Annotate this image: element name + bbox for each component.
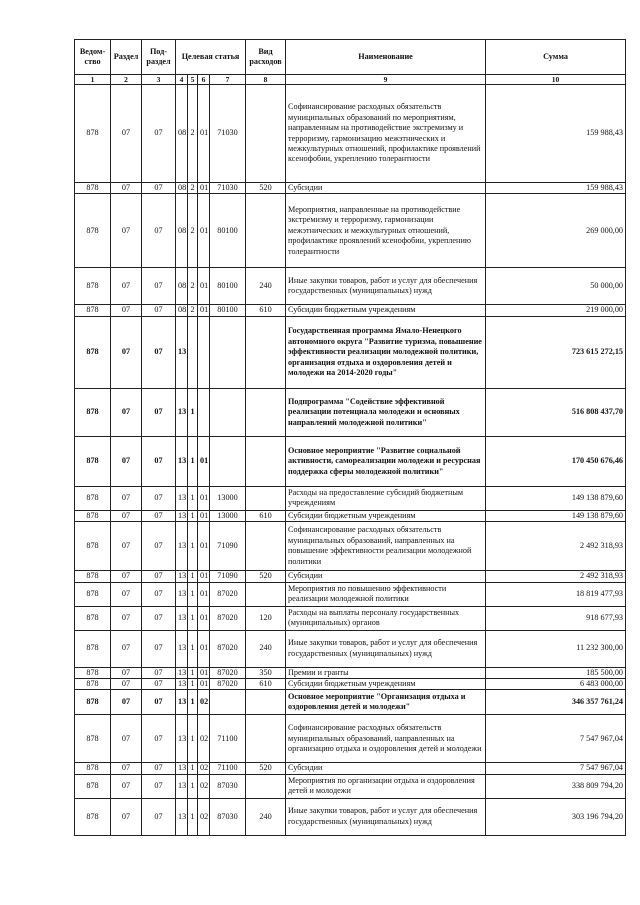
cell-vid-raskhodov: 240	[246, 268, 286, 305]
cell-cs-subprogram: 2	[188, 85, 198, 183]
cell-summa: 159 988,43	[486, 183, 626, 194]
cell-podrazdel: 07	[142, 679, 176, 690]
cell-naimenovanie: Субсидии бюджетным учреждениям	[286, 510, 486, 521]
cell-razdel: 07	[111, 582, 142, 606]
cell-vid-raskhodov: 520	[246, 183, 286, 194]
cell-podrazdel: 07	[142, 436, 176, 486]
cell-razdel: 07	[111, 679, 142, 690]
cell-summa: 7 547 967,04	[486, 763, 626, 774]
cell-vedomstvo: 878	[75, 436, 111, 486]
cell-vedomstvo: 878	[75, 715, 111, 763]
cell-cs-program: 08	[176, 85, 188, 183]
cell-razdel: 07	[111, 194, 142, 268]
cell-vedomstvo: 878	[75, 679, 111, 690]
cell-cs-program: 13	[176, 690, 188, 715]
cell-naimenovanie: Субсидии	[286, 763, 486, 774]
table-row	[75, 85, 626, 183]
cell-summa: 185 500,00	[486, 667, 626, 678]
table-row	[75, 183, 626, 194]
cell-podrazdel: 07	[142, 690, 176, 715]
cell-cs-event	[198, 388, 210, 436]
cell-naimenovanie: Государственная программа Ямало-Ненецкого автономного округа "Развитие туризма, повышение эффективности реализации молодежной политики, организация отдыха и оздоровления детей и молодежи на 2014-2020 годы"	[286, 316, 486, 388]
cell-naimenovanie: Софинансирование расходных обязательств муниципальных образований, направленных на организацию отдыха и оздоровления детей и молодежи	[286, 715, 486, 763]
table-row	[75, 194, 626, 268]
cell-cs-direction: 80100	[210, 305, 246, 316]
cell-naimenovanie: Субсидии бюджетным учреждениям	[286, 305, 486, 316]
cell-razdel: 07	[111, 606, 142, 630]
cell-cs-program: 13	[176, 715, 188, 763]
cell-naimenovanie: Субсидии	[286, 571, 486, 582]
cell-summa: 918 677,93	[486, 606, 626, 630]
cell-cs-subprogram: 1	[188, 582, 198, 606]
cell-cs-event: 02	[198, 774, 210, 798]
cell-summa: 219 000,00	[486, 305, 626, 316]
cell-summa: 303 196 794,20	[486, 798, 626, 835]
cell-cs-program: 08	[176, 305, 188, 316]
cell-cs-event: 01	[198, 510, 210, 521]
cell-summa: 149 138 879,60	[486, 486, 626, 510]
cell-cs-direction: 71100	[210, 763, 246, 774]
table-row	[75, 305, 626, 316]
cell-cs-event: 01	[198, 268, 210, 305]
cell-podrazdel: 07	[142, 268, 176, 305]
cell-cs-direction: 71030	[210, 183, 246, 194]
table-row	[75, 690, 626, 715]
cell-vid-raskhodov	[246, 774, 286, 798]
cell-naimenovanie: Премии и гранты	[286, 667, 486, 678]
cell-vid-raskhodov: 350	[246, 667, 286, 678]
cell-cs-program: 13	[176, 316, 188, 388]
cell-cs-event	[198, 316, 210, 388]
cell-cs-direction: 87030	[210, 798, 246, 835]
cell-razdel: 07	[111, 522, 142, 571]
cell-cs-program: 13	[176, 667, 188, 678]
cell-vedomstvo: 878	[75, 582, 111, 606]
cell-summa: 18 819 477,93	[486, 582, 626, 606]
cell-summa: 2 492 318,93	[486, 571, 626, 582]
table-row	[75, 522, 626, 571]
cell-vedomstvo: 878	[75, 798, 111, 835]
cell-summa: 7 547 967,04	[486, 715, 626, 763]
cell-cs-event: 01	[198, 183, 210, 194]
cell-cs-subprogram: 1	[188, 388, 198, 436]
cell-cs-program: 13	[176, 763, 188, 774]
cell-naimenovanie: Мероприятия, направленные на противодействие экстремизму и терроризму, гармонизации межэтнических и межкультурных отношений, профилактике проявлений ксенофобии, укреплению толерантности	[286, 194, 486, 268]
cell-cs-program: 13	[176, 679, 188, 690]
cell-cs-direction	[210, 690, 246, 715]
table-row	[75, 510, 626, 521]
cell-summa: 516 808 437,70	[486, 388, 626, 436]
table-row	[75, 679, 626, 690]
table-row	[75, 763, 626, 774]
cell-podrazdel: 07	[142, 388, 176, 436]
cell-cs-event: 02	[198, 798, 210, 835]
cell-podrazdel: 07	[142, 763, 176, 774]
cell-vid-raskhodov	[246, 690, 286, 715]
cell-vedomstvo: 878	[75, 522, 111, 571]
cell-podrazdel: 07	[142, 798, 176, 835]
cell-cs-event: 02	[198, 763, 210, 774]
cell-cs-program: 13	[176, 630, 188, 667]
cell-podrazdel: 07	[142, 667, 176, 678]
cell-cs-program: 08	[176, 194, 188, 268]
cell-vid-raskhodov	[246, 522, 286, 571]
cell-cs-event: 02	[198, 690, 210, 715]
cell-cs-event: 01	[198, 194, 210, 268]
cell-razdel: 07	[111, 630, 142, 667]
cell-razdel: 07	[111, 571, 142, 582]
cell-podrazdel: 07	[142, 630, 176, 667]
col-number: 2	[111, 75, 142, 85]
col-number: 5	[188, 75, 198, 85]
cell-vedomstvo: 878	[75, 763, 111, 774]
cell-cs-program: 08	[176, 183, 188, 194]
table-row	[75, 630, 626, 667]
cell-summa: 338 809 794,20	[486, 774, 626, 798]
cell-summa: 170 450 676,46	[486, 436, 626, 486]
table-header-row	[75, 40, 626, 75]
cell-podrazdel: 07	[142, 715, 176, 763]
cell-cs-program: 13	[176, 486, 188, 510]
cell-cs-event: 01	[198, 630, 210, 667]
cell-naimenovanie: Субсидии	[286, 183, 486, 194]
cell-vid-raskhodov	[246, 715, 286, 763]
table-row	[75, 582, 626, 606]
cell-summa: 346 357 761,24	[486, 690, 626, 715]
cell-cs-event: 01	[198, 606, 210, 630]
cell-razdel: 07	[111, 268, 142, 305]
table-row	[75, 571, 626, 582]
cell-vid-raskhodov: 240	[246, 798, 286, 835]
cell-cs-direction	[210, 436, 246, 486]
cell-cs-program: 13	[176, 522, 188, 571]
table-row	[75, 436, 626, 486]
cell-vid-raskhodov: 610	[246, 305, 286, 316]
cell-vid-raskhodov: 240	[246, 630, 286, 667]
budget-table	[74, 39, 626, 836]
cell-vedomstvo: 878	[75, 606, 111, 630]
cell-podrazdel: 07	[142, 522, 176, 571]
cell-cs-direction: 87030	[210, 774, 246, 798]
cell-naimenovanie: Софинансирование расходных обязательств муниципальных образований, направленных на повышение эффективности реализации молодежной политики	[286, 522, 486, 571]
cell-cs-program: 13	[176, 436, 188, 486]
cell-vid-raskhodov: 610	[246, 510, 286, 521]
cell-summa: 723 615 272,15	[486, 316, 626, 388]
cell-cs-subprogram: 2	[188, 268, 198, 305]
table-row	[75, 316, 626, 388]
cell-cs-subprogram: 1	[188, 510, 198, 521]
cell-naimenovanie: Подпрограмма "Содействие эффективной реализации потенциала молодежи и основных направлений молодежной политики"	[286, 388, 486, 436]
cell-cs-direction: 71100	[210, 715, 246, 763]
cell-podrazdel: 07	[142, 316, 176, 388]
cell-vedomstvo: 878	[75, 667, 111, 678]
cell-naimenovanie: Расходы на предоставление субсидий бюджетным учреждениям	[286, 486, 486, 510]
cell-cs-subprogram: 2	[188, 305, 198, 316]
cell-vedomstvo: 878	[75, 571, 111, 582]
cell-cs-event: 01	[198, 85, 210, 183]
cell-summa: 50 000,00	[486, 268, 626, 305]
col-number: 1	[75, 75, 111, 85]
cell-cs-program: 13	[176, 510, 188, 521]
cell-cs-direction: 13000	[210, 486, 246, 510]
cell-cs-direction: 87020	[210, 606, 246, 630]
cell-vedomstvo: 878	[75, 85, 111, 183]
cell-vid-raskhodov	[246, 85, 286, 183]
cell-summa: 11 232 300,00	[486, 630, 626, 667]
cell-cs-subprogram: 1	[188, 715, 198, 763]
cell-podrazdel: 07	[142, 183, 176, 194]
cell-cs-event: 01	[198, 486, 210, 510]
cell-razdel: 07	[111, 85, 142, 183]
cell-podrazdel: 07	[142, 510, 176, 521]
col-number: 9	[286, 75, 486, 85]
cell-cs-program: 13	[176, 388, 188, 436]
cell-cs-subprogram: 1	[188, 571, 198, 582]
cell-podrazdel: 07	[142, 582, 176, 606]
cell-cs-program: 13	[176, 571, 188, 582]
cell-summa: 149 138 879,60	[486, 510, 626, 521]
cell-cs-subprogram	[188, 316, 198, 388]
cell-razdel: 07	[111, 798, 142, 835]
col-number: 4	[176, 75, 188, 85]
cell-summa: 2 492 318,93	[486, 522, 626, 571]
cell-naimenovanie: Субсидии бюджетным учреждениям	[286, 679, 486, 690]
cell-naimenovanie: Иные закупки товаров, работ и услуг для обеспечения государственных (муниципальных) нужд	[286, 630, 486, 667]
cell-cs-subprogram: 1	[188, 522, 198, 571]
cell-vid-raskhodov	[246, 486, 286, 510]
cell-naimenovanie: Основное мероприятие "Развитие социальной активности, самореализации молодежи и ресурсная поддержка сферы молодежной политики"	[286, 436, 486, 486]
cell-razdel: 07	[111, 436, 142, 486]
table-row	[75, 606, 626, 630]
table-row	[75, 667, 626, 678]
col-number: 3	[142, 75, 176, 85]
table-row	[75, 715, 626, 763]
table-row	[75, 268, 626, 305]
cell-vedomstvo: 878	[75, 183, 111, 194]
cell-naimenovanie: Мероприятия по повышению эффективности реализации молодежной политики	[286, 582, 486, 606]
cell-cs-subprogram: 1	[188, 436, 198, 486]
cell-razdel: 07	[111, 667, 142, 678]
table-row	[75, 774, 626, 798]
cell-cs-direction: 80100	[210, 268, 246, 305]
table-row	[75, 486, 626, 510]
table-row	[75, 798, 626, 835]
cell-razdel: 07	[111, 715, 142, 763]
cell-vedomstvo: 878	[75, 194, 111, 268]
cell-vid-raskhodov: 520	[246, 571, 286, 582]
cell-cs-direction: 13000	[210, 510, 246, 521]
cell-cs-subprogram: 1	[188, 667, 198, 678]
cell-cs-subprogram: 1	[188, 798, 198, 835]
col-number: 6	[198, 75, 210, 85]
cell-naimenovanie: Расходы на выплаты персоналу государственных (муниципальных) органов	[286, 606, 486, 630]
column-number-row	[75, 75, 626, 85]
cell-cs-subprogram: 1	[188, 690, 198, 715]
header-vid-raskhodov: Вид расходов	[246, 40, 286, 75]
cell-naimenovanie: Мероприятия по организации отдыха и оздоровления детей и молодежи	[286, 774, 486, 798]
header-naimenovanie: Наименование	[286, 40, 486, 75]
cell-cs-subprogram: 1	[188, 774, 198, 798]
cell-vid-raskhodov	[246, 316, 286, 388]
cell-razdel: 07	[111, 690, 142, 715]
header-celevaya-statya: Целевая статья	[176, 40, 246, 75]
cell-vedomstvo: 878	[75, 305, 111, 316]
col-number: 7	[210, 75, 246, 85]
cell-naimenovanie: Основное мероприятие "Организация отдыха и оздоровления детей и молодежи"	[286, 690, 486, 715]
cell-cs-direction: 87020	[210, 582, 246, 606]
cell-podrazdel: 07	[142, 486, 176, 510]
cell-razdel: 07	[111, 486, 142, 510]
cell-vedomstvo: 878	[75, 486, 111, 510]
cell-summa: 269 000,00	[486, 194, 626, 268]
cell-razdel: 07	[111, 183, 142, 194]
cell-cs-subprogram: 1	[188, 679, 198, 690]
cell-cs-direction: 71090	[210, 522, 246, 571]
cell-vedomstvo: 878	[75, 690, 111, 715]
cell-cs-event: 01	[198, 305, 210, 316]
cell-vid-raskhodov	[246, 582, 286, 606]
cell-cs-direction	[210, 316, 246, 388]
cell-summa: 6 483 000,00	[486, 679, 626, 690]
cell-cs-event: 01	[198, 571, 210, 582]
cell-podrazdel: 07	[142, 305, 176, 316]
table-body	[75, 85, 626, 836]
cell-cs-event: 01	[198, 582, 210, 606]
col-number: 8	[246, 75, 286, 85]
cell-razdel: 07	[111, 305, 142, 316]
cell-naimenovanie: Иные закупки товаров, работ и услуг для обеспечения государственных (муниципальных) нужд	[286, 268, 486, 305]
header-summa: Сумма	[486, 40, 626, 75]
cell-vedomstvo: 878	[75, 630, 111, 667]
cell-naimenovanie: Софинансирование расходных обязательств муниципальных образований по мероприятиям, направленным на противодействие экстремизму и терроризму, гармонизацию межэтнических и межкультурных отношений, профилактике проявлений ксенофобии, укреплению толерантности	[286, 85, 486, 183]
cell-podrazdel: 07	[142, 194, 176, 268]
cell-razdel: 07	[111, 316, 142, 388]
cell-podrazdel: 07	[142, 571, 176, 582]
cell-podrazdel: 07	[142, 774, 176, 798]
cell-cs-subprogram: 1	[188, 763, 198, 774]
cell-razdel: 07	[111, 388, 142, 436]
header-razdel: Раздел	[111, 40, 142, 75]
cell-vedomstvo: 878	[75, 388, 111, 436]
cell-naimenovanie: Иные закупки товаров, работ и услуг для обеспечения государственных (муниципальных) нужд	[286, 798, 486, 835]
cell-cs-event: 01	[198, 522, 210, 571]
table-row	[75, 388, 626, 436]
cell-podrazdel: 07	[142, 85, 176, 183]
col-number: 10	[486, 75, 626, 85]
cell-cs-program: 13	[176, 798, 188, 835]
cell-cs-direction: 71030	[210, 85, 246, 183]
cell-vid-raskhodov	[246, 436, 286, 486]
cell-cs-direction: 87020	[210, 667, 246, 678]
cell-cs-event: 02	[198, 715, 210, 763]
cell-razdel: 07	[111, 763, 142, 774]
cell-cs-direction: 71090	[210, 571, 246, 582]
cell-vid-raskhodov: 520	[246, 763, 286, 774]
cell-razdel: 07	[111, 774, 142, 798]
cell-vid-raskhodov	[246, 194, 286, 268]
cell-cs-program: 08	[176, 268, 188, 305]
cell-cs-subprogram: 2	[188, 194, 198, 268]
cell-vedomstvo: 878	[75, 268, 111, 305]
cell-cs-direction: 87020	[210, 679, 246, 690]
cell-vedomstvo: 878	[75, 510, 111, 521]
cell-cs-direction	[210, 388, 246, 436]
cell-cs-program: 13	[176, 606, 188, 630]
cell-cs-subprogram: 1	[188, 630, 198, 667]
header-vedomstvo: Ведом-ство	[75, 40, 111, 75]
cell-razdel: 07	[111, 510, 142, 521]
cell-vedomstvo: 878	[75, 316, 111, 388]
cell-cs-event: 01	[198, 679, 210, 690]
cell-cs-direction: 87020	[210, 630, 246, 667]
cell-cs-program: 13	[176, 774, 188, 798]
cell-vid-raskhodov	[246, 388, 286, 436]
cell-cs-event: 01	[198, 667, 210, 678]
cell-cs-direction: 80100	[210, 194, 246, 268]
cell-cs-program: 13	[176, 582, 188, 606]
cell-cs-event: 01	[198, 436, 210, 486]
cell-vedomstvo: 878	[75, 774, 111, 798]
cell-cs-subprogram: 2	[188, 183, 198, 194]
cell-vid-raskhodov: 610	[246, 679, 286, 690]
cell-cs-subprogram: 1	[188, 486, 198, 510]
cell-vid-raskhodov: 120	[246, 606, 286, 630]
header-podrazdel: Под-раздел	[142, 40, 176, 75]
cell-cs-subprogram: 1	[188, 606, 198, 630]
cell-podrazdel: 07	[142, 606, 176, 630]
cell-summa: 159 988,43	[486, 85, 626, 183]
